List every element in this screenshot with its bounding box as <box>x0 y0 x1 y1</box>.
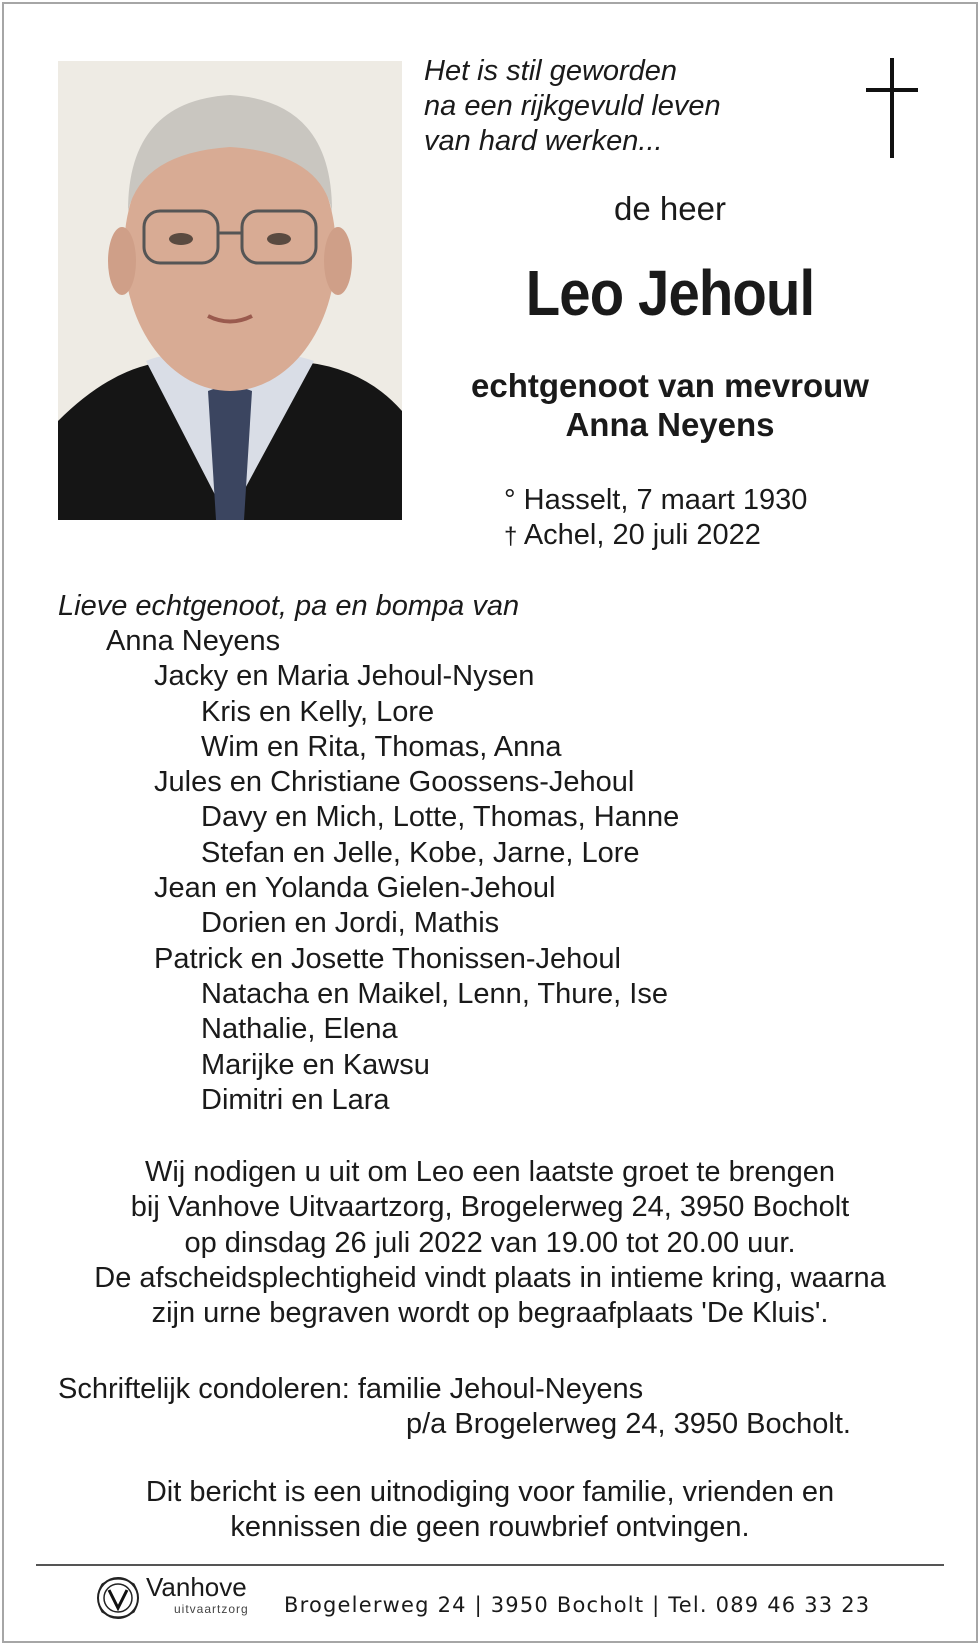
notice-line: Dit bericht is een uitnodiging voor familie, vrienden en <box>145 1476 835 1508</box>
poem <box>424 54 721 159</box>
family-member: Natacha en Maikel, Lenn, Thure, Ise <box>201 977 668 1010</box>
family-member: Kris en Kelly, Lore <box>201 695 435 728</box>
invitation <box>40 1155 940 1331</box>
invitation-line: De afscheidsplechtigheid vindt plaats in intieme kring, waarna <box>94 1261 886 1294</box>
footer-contact: Brogelerweg 24 | 3950 Bocholt | Tel. 089 46 33 23 <box>284 1593 871 1617</box>
condolence-line: Schriftelijk condoleren: familie Jehoul-Neyens <box>58 1373 644 1405</box>
invitation-line: zijn urne begraven wordt op begraafplaats 'De Kluis'. <box>151 1297 829 1330</box>
family-member: Jacky en Maria Jehoul-Nysen <box>154 660 535 693</box>
family-member: Dimitri en Lara <box>201 1083 390 1116</box>
logo-subtitle: uitvaartzorg <box>174 1602 249 1616</box>
spouse-relation: echtgenoot van mevrouw <box>471 367 869 404</box>
poem-line: van hard werken... <box>424 125 663 157</box>
invitation-line: bij Vanhove Uitvaartzorg, Brogelerweg 24, 3950 Bocholt <box>130 1191 850 1224</box>
death-cross-icon: † <box>504 523 518 550</box>
portrait-photo <box>58 61 402 520</box>
death-date-line <box>504 518 807 554</box>
family-intro: Lieve echtgenoot, pa en bompa van <box>58 590 520 622</box>
poem-line: Het is stil geworden <box>424 55 678 87</box>
deceased-name: Leo Jehoul <box>525 257 815 329</box>
family-member: Wim en Rita, Thomas, Anna <box>201 730 562 763</box>
family-member: Nathalie, Elena <box>201 1013 398 1046</box>
cross-icon <box>862 58 922 160</box>
family-list <box>58 624 679 1118</box>
logo-name: Vanhove <box>146 1572 247 1602</box>
poem-line: na een rijkgevuld leven <box>424 90 721 122</box>
family-member: Stefan en Jelle, Kobe, Jarne, Lore <box>201 836 640 869</box>
spouse-name: Anna Neyens <box>565 406 775 443</box>
death-date: Achel, 20 juli 2022 <box>523 519 761 551</box>
invitation-line: op dinsdag 26 juli 2022 van 19.00 tot 20.00 uur. <box>184 1226 796 1259</box>
notice <box>40 1475 940 1546</box>
life-dates <box>504 483 807 554</box>
family-member: Patrick en Josette Thonissen-Jehoul <box>154 942 621 975</box>
family-member: Dorien en Jordi, Mathis <box>201 907 500 940</box>
family-member: Jean en Yolanda Gielen-Jehoul <box>154 872 556 905</box>
family-member: Davy en Mich, Lotte, Thomas, Hanne <box>201 801 680 834</box>
notice-line: kennissen die geen rouwbrief ontvingen. <box>230 1511 750 1544</box>
spouse-info <box>430 366 910 444</box>
family-member: Anna Neyens <box>106 625 281 657</box>
condolence-address: p/a Brogelerweg 24, 3950 Bocholt. <box>406 1408 851 1440</box>
family-member: Marijke en Kawsu <box>201 1048 430 1081</box>
invitation-line: Wij nodigen u uit om Leo een laatste groet te brengen <box>144 1156 835 1188</box>
birth-date: ° Hasselt, 7 maart 1930 <box>504 484 808 516</box>
footer-divider <box>36 1564 944 1566</box>
family-member: Jules en Christiane Goossens-Jehoul <box>154 766 635 799</box>
honorific: de heer <box>614 190 726 227</box>
